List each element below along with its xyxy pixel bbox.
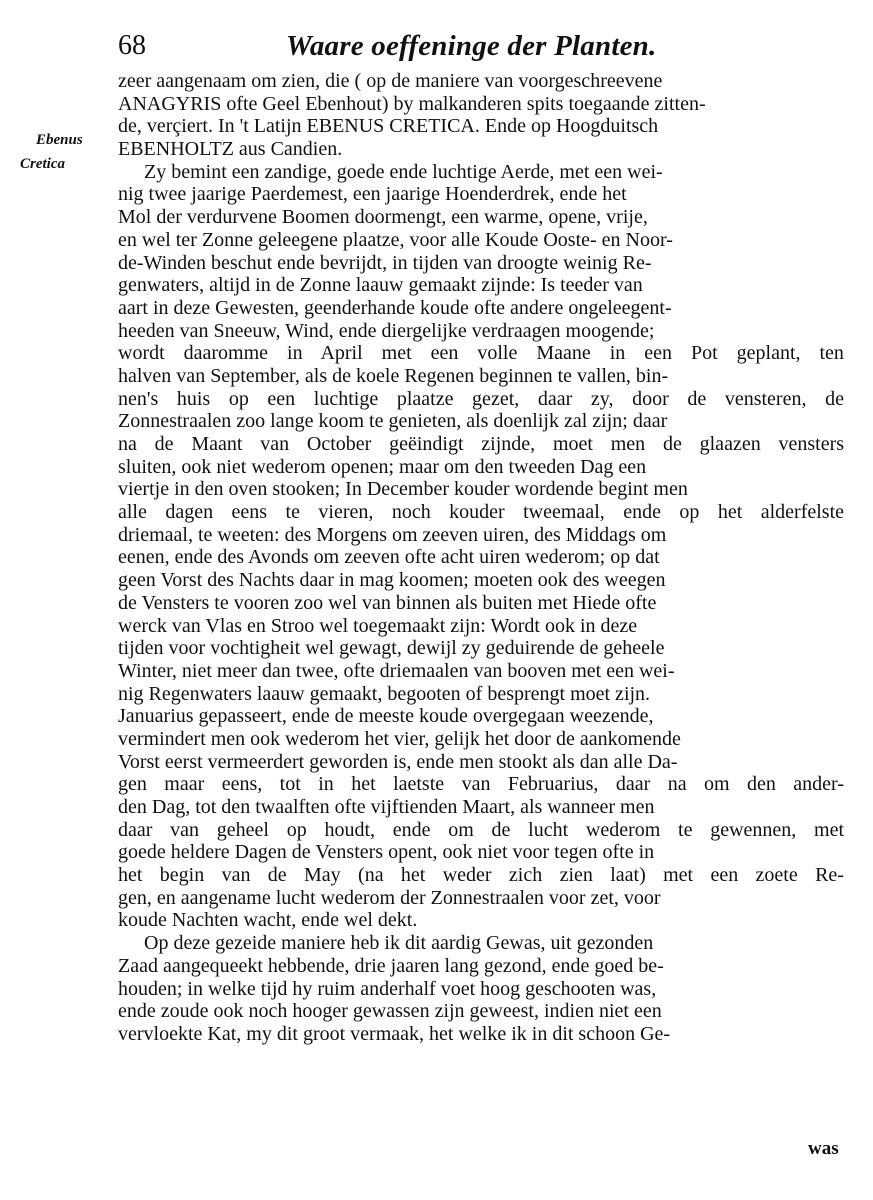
running-title: Waare oeffeninge der Planten. xyxy=(286,30,657,62)
text-line: werck van Vlas en Stroo wel toegemaakt zijn: Wordt ook in deze xyxy=(118,614,638,637)
text-line: Winter, niet meer dan twee, ofte driemaalen van booven met een wei- xyxy=(118,659,675,682)
text-line: vermindert men ook wederom het vier, gelijk het door de aankomende xyxy=(118,727,681,750)
text-line: eenen, ende des Avonds om zeeven ofte acht uiren wederom; op dat xyxy=(118,546,660,569)
text-line: goede heldere Dagen de Vensters opent, ook niet voor tegen ofte in xyxy=(118,841,655,864)
text-line: Januarius gepasseert, ende de meeste koude overgegaan weezende, xyxy=(118,705,654,728)
text-line: gen maar eens, tot in het laetste van Februarius, daar na om den ander- xyxy=(118,773,844,796)
text-line: Mol der verdurvene Boomen doormengt, een warme, opene, vrije, xyxy=(118,206,648,229)
text-line: EBENHOLTZ aus Candien. xyxy=(118,138,343,161)
text-line: alle dagen eens te vieren, noch kouder tweemaal, ende op het alderfelste xyxy=(118,501,845,524)
text-line: wordt daaromme in April met een volle Maane in een Pot geplant, ten xyxy=(118,342,844,365)
text-line: Op deze gezeide maniere heb ik dit aardig Gewas, uit gezonden xyxy=(144,932,654,955)
text-line: ANAGYRIS ofte Geel Ebenhout) by malkanderen spits toegaande zitten- xyxy=(118,92,706,115)
text-line: aart in deze Gewesten, geenderhande koude ofte andere ongeleegent- xyxy=(118,296,672,319)
text-line: en wel ter Zonne geleegene plaatze, voor alle Koude Ooste- en Noor- xyxy=(118,228,673,251)
text-line: Zonnestraalen zoo lange koom te genieten, als doenlijk zal zijn; daar xyxy=(118,410,668,433)
text-line: houden; in welke tijd hy ruim anderhalf voet hoog geschooten was, xyxy=(118,977,657,1000)
text-line: Vorst eerst vermeerdert geworden is, ende men stookt als dan alle Da- xyxy=(118,750,678,773)
text-line: het begin van de May (na het weder zich zien laat) met een zoete Re- xyxy=(118,864,844,887)
text-line: nig twee jaarige Paerdemest, een jaarige Hoenderdrek, ende het xyxy=(118,183,627,206)
text-line: de, verçiert. In 't Latijn EBENUS CRETICA. Ende op Hoogduitsch xyxy=(118,115,659,138)
text-line: zeer aangenaam om zien, die ( op de maniere van voorgeschreevene xyxy=(118,70,663,92)
text-line: koude Nachten wacht, ende wel dekt. xyxy=(118,909,418,932)
text-line: nen's huis op een luchtige plaatze gezet, daar zy, door de vensteren, de xyxy=(118,387,844,410)
text-line: tijden voor vochtigheit wel gewagt, dewijl zy geduirende de geheele xyxy=(118,637,665,660)
text-line: de-Winden beschut ende bevrijdt, in tijden van droogte weinig Re- xyxy=(118,251,652,274)
text-line: nig Regenwaters laauw gemaakt, begooten of besprengt moet zijn. xyxy=(118,682,651,705)
text-line: driemaal, te weeten: des Morgens om zeeven uiren, des Middags om xyxy=(118,523,667,546)
page-number: 68 xyxy=(118,30,146,61)
text-line: Zaad aangequeekt hebbende, drie jaaren lang gezond, ende goed be- xyxy=(118,954,664,977)
catchword: was xyxy=(808,1138,839,1159)
margin-note-cretica: Cretica xyxy=(20,156,65,172)
text-line: sluiten, ook niet wederom openen; maar om den tweeden Dag een xyxy=(118,455,647,478)
margin-note-ebenus: Ebenus xyxy=(36,132,83,148)
text-line: daar van geheel op houdt, ende om de lucht wederom te gewennen, met xyxy=(118,818,845,841)
text-line: halven van September, als de koele Regenen beginnen te vallen, bin- xyxy=(118,364,669,387)
text-line: ende zoude ook noch hooger gewassen zijn geweest, indien niet een xyxy=(118,1000,662,1023)
text-line: Zy bemint een zandige, goede ende luchtige Aerde, met een wei- xyxy=(144,160,663,183)
text-line: vervloekte Kat, my dit groot vermaak, het welke ik in dit schoon Ge- xyxy=(118,1022,671,1045)
text-line: heeden van Sneeuw, Wind, ende diergelijke verdraagen moogende; xyxy=(118,319,655,342)
text-line: genwaters, altijd in de Zonne laauw gemaakt zijnde: Is teeder van xyxy=(118,274,643,297)
page-header xyxy=(118,26,698,70)
text-line: den Dag, tot den twaalften ofte vijftienden Maart, als wanneer men xyxy=(118,796,655,818)
text-line: de Vensters te vooren zoo wel van binnen als buiten met Hiede ofte xyxy=(118,591,657,614)
text-line: geen Vorst des Nachts daar in mag koomen; moeten ook des weegen xyxy=(118,569,666,592)
text-line: viertje in den oven stooken; In December kouder wordende begint men xyxy=(118,478,688,501)
text-line: na de Maant van October geëindigt zijnde, moet men de glaazen vensters xyxy=(118,433,845,455)
text-line: gen, en aangename lucht wederom der Zonnestraalen voor zet, voor xyxy=(118,886,661,909)
body-text xyxy=(118,70,846,1046)
